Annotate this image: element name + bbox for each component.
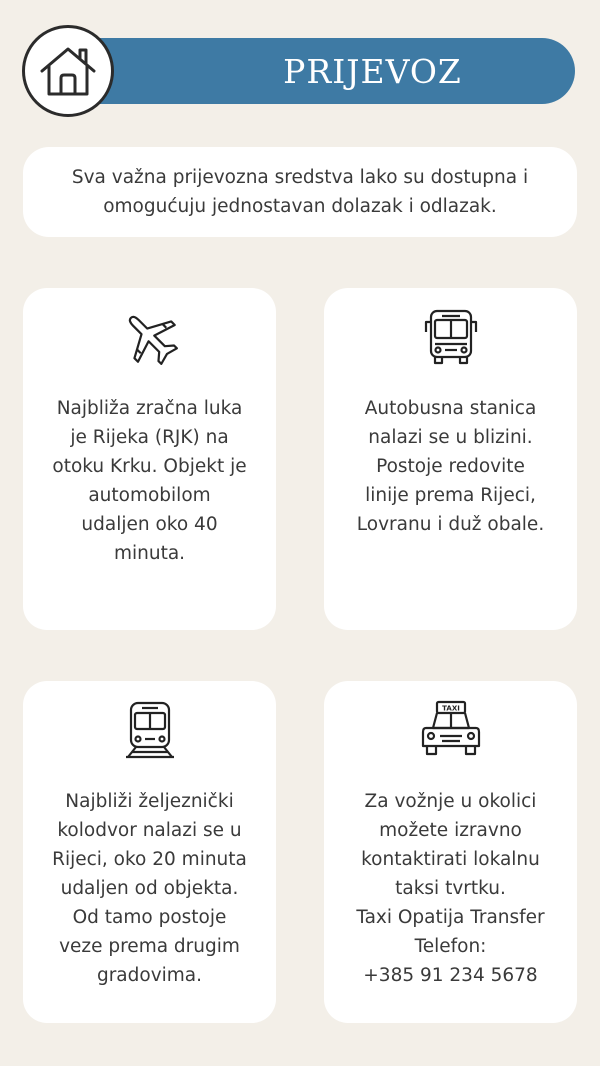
taxi-card [324, 681, 577, 1023]
taxi-sign-label: TAXI [441, 704, 460, 713]
intro-text: Sva važna prijevozna sredstva lako su dostupna i omogućuju jednostavan dolazak i odlazak. [71, 167, 529, 217]
train-card [23, 681, 276, 1023]
home-icon [39, 45, 97, 97]
bus-card [324, 288, 577, 630]
page-title: PRIJEVOZ [283, 51, 462, 91]
airport-text: Najbliža zračna luka je Rijeka (RJK) na otoku Krku. Objekt je automobilom udaljen oko 40 minuta. [52, 398, 247, 564]
intro-box [23, 147, 577, 237]
airport-card [23, 288, 276, 630]
train-text: Najbliži željeznički kolodvor nalazi se u Rijeci, oko 20 minuta udaljen od objekta. Od tamo postoje veze prema drugim gradovima. [52, 791, 247, 986]
bus-icon [422, 307, 480, 367]
taxi-icon [420, 700, 482, 760]
train-icon [123, 700, 177, 760]
header-banner [60, 38, 575, 104]
home-button[interactable] [22, 25, 114, 117]
airplane-icon [120, 307, 180, 367]
taxi-text: Za vožnje u okolici možete izravno kontaktirati lokalnu taksi tvrtku. Taxi Opatija Transfer Telefon: +385 91 234 5678 [356, 791, 545, 986]
bus-text: Autobusna stanica nalazi se u blizini. Postoje redovite linije prema Rijeci, Lovranu i duž obale. [356, 398, 545, 535]
